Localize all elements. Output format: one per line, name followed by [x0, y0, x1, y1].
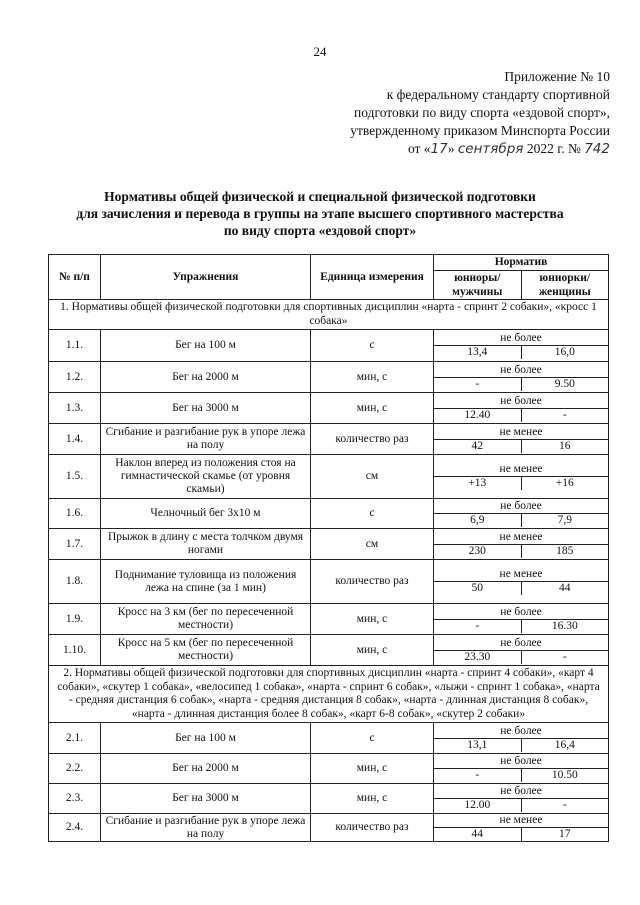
table-row [49, 393, 609, 424]
row-number: 2.1. [49, 723, 101, 754]
row-men-value: 42 [434, 440, 522, 453]
row-condition: не более [434, 395, 608, 409]
row-men-value: - [434, 769, 522, 782]
row-women-value: 16 [559, 439, 571, 452]
row-norm [434, 362, 609, 393]
handwritten-day: 17 [430, 141, 448, 157]
row-unit: количество раз [311, 814, 434, 842]
row-women-value: +16 [555, 477, 574, 489]
row-norm [434, 560, 609, 604]
row-exercise: Челночный бег 3х10 м [101, 499, 311, 529]
row-number: 1.3. [49, 393, 101, 424]
row-exercise: Наклон вперед из положения стоя на гимнастической скамье (от уровня скамьи) [101, 455, 311, 499]
row-condition: не более [434, 755, 608, 769]
row-values [434, 346, 608, 359]
row-unit: мин, с [311, 604, 434, 635]
row-exercise: Бег на 3000 м [101, 393, 311, 424]
table-row [49, 723, 609, 754]
row-women-value: 16.30 [551, 619, 578, 632]
row-norm [434, 635, 609, 666]
row-norm [434, 529, 609, 560]
row-values [434, 651, 608, 664]
row-condition: не более [434, 364, 608, 378]
row-men-value: - [434, 378, 522, 391]
header-norm [434, 255, 609, 300]
table-row [49, 330, 609, 362]
year-text: 2022 г. № [526, 141, 581, 156]
row-exercise: Кросс на 5 км (бег по пересеченной местности) [101, 635, 311, 666]
row-norm [434, 814, 609, 842]
row-norm [434, 754, 609, 784]
row-men-value: 12.40 [434, 409, 522, 422]
row-exercise: Прыжок в длину с места толчком двумя ногами [101, 529, 311, 560]
row-exercise: Бег на 2000 м [101, 362, 311, 393]
row-number: 1.6. [49, 499, 101, 529]
row-women-value: 17 [559, 828, 571, 840]
row-values [434, 409, 608, 422]
row-unit: количество раз [311, 424, 434, 455]
row-condition: не менее [434, 531, 608, 545]
appendix-block [310, 68, 610, 158]
row-number: 2.4. [49, 814, 101, 842]
row-exercise: Сгибание и разгибание рук в упоре лежа на полу [101, 814, 311, 842]
row-norm [434, 604, 609, 635]
row-values [434, 378, 608, 391]
row-unit: см [311, 529, 434, 560]
row-norm [434, 723, 609, 754]
header-men: юниоры/ мужчины [434, 271, 522, 299]
table-row [49, 604, 609, 635]
appendix-line: подготовки по виду спорта «ездовой спорт», [354, 105, 610, 120]
row-exercise: Бег на 2000 м [101, 754, 311, 784]
row-norm [434, 784, 609, 814]
table-row [49, 784, 609, 814]
row-unit: мин, с [311, 635, 434, 666]
row-condition: не менее [434, 463, 608, 477]
norms-table [48, 254, 609, 842]
row-unit: мин, с [311, 393, 434, 424]
row-number: 1.5. [49, 455, 101, 499]
appendix-line: к федеральному стандарту спортивной [386, 87, 610, 102]
row-condition: не более [434, 785, 608, 799]
table-row [49, 529, 609, 560]
row-women-value: 185 [556, 544, 574, 557]
row-norm [434, 499, 609, 529]
row-norm [434, 393, 609, 424]
table-row [49, 455, 609, 499]
row-exercise: Бег на 100 м [101, 330, 311, 362]
row-unit: мин, с [311, 362, 434, 393]
row-men-value: 50 [434, 582, 522, 595]
section-row [49, 300, 609, 330]
row-unit: количество раз [311, 560, 434, 604]
row-norm [434, 455, 609, 499]
row-number: 1.7. [49, 529, 101, 560]
row-men-value: +13 [434, 477, 522, 490]
row-unit: мин, с [311, 784, 434, 814]
row-exercise: Поднимание туловища из положения лежа на спине (за 1 мин) [101, 560, 311, 604]
appendix-title: Приложение № 10 [504, 69, 610, 84]
row-women-value: - [562, 408, 567, 421]
row-condition: не менее [434, 426, 608, 440]
row-women-value: 44 [559, 582, 571, 594]
row-condition: не более [434, 606, 608, 620]
table-row [49, 362, 609, 393]
title-line: для зачисления и перевода в группы на этапе высшего спортивного мастерства [76, 206, 564, 221]
row-men-value: 13,4 [434, 346, 522, 359]
row-number: 2.3. [49, 784, 101, 814]
row-number: 1.9. [49, 604, 101, 635]
table-row [49, 814, 609, 842]
row-values [434, 739, 608, 752]
row-exercise: Кросс на 3 км (бег по пересеченной местности) [101, 604, 311, 635]
section-row [49, 666, 609, 723]
row-values [434, 545, 608, 558]
row-number: 2.2. [49, 754, 101, 784]
row-unit: см [311, 455, 434, 499]
row-men-value: 23.30 [434, 651, 522, 664]
document-title [40, 188, 600, 239]
row-exercise: Бег на 100 м [101, 723, 311, 754]
row-values [434, 440, 608, 453]
row-unit: с [311, 499, 434, 529]
handwritten-number: 742 [584, 141, 610, 157]
row-condition: не менее [434, 814, 608, 828]
header-women: юниорки/ женщины [538, 272, 591, 298]
row-men-value: 13,1 [434, 739, 522, 752]
table-row [49, 560, 609, 604]
row-values [434, 769, 608, 782]
row-women-value: - [562, 650, 567, 663]
header-num: № п/п [49, 255, 101, 300]
row-norm [434, 424, 609, 455]
row-women-value: 16,0 [554, 346, 575, 358]
row-values [434, 799, 608, 812]
table-row [49, 635, 609, 666]
row-women-value: 16,4 [554, 738, 575, 751]
appendix-line: утвержденному приказом Минспорта России [350, 123, 610, 138]
row-condition: не более [434, 637, 608, 651]
row-men-value: 44 [434, 828, 522, 841]
row-men-value: - [434, 620, 522, 633]
date-prefix: от « [407, 141, 431, 156]
row-number: 1.10. [49, 635, 101, 666]
table-row [49, 754, 609, 784]
row-condition: не более [434, 725, 608, 739]
row-number: 1.2. [49, 362, 101, 393]
row-values [434, 582, 608, 595]
row-women-value: 7,9 [557, 514, 572, 526]
row-number: 1.1. [49, 330, 101, 362]
row-values [434, 477, 608, 490]
row-exercise: Бег на 3000 м [101, 784, 311, 814]
row-unit: с [311, 723, 434, 754]
row-number: 1.4. [49, 424, 101, 455]
header-unit: Единица измерения [311, 255, 434, 300]
row-exercise: Сгибание и разгибание рук в упоре лежа на полу [101, 424, 311, 455]
row-unit: с [311, 330, 434, 362]
title-line: Нормативы общей физической и специальной физической подготовки [104, 189, 536, 204]
row-number: 1.8. [49, 560, 101, 604]
section-title: 2. Нормативы общей физической подготовки для спортивных дисциплин «нарта - спринт 4 собаки», «карт 4 собаки», «скутер 1 собака», «велосипед 1 собака», «нарта - спринт 6 собак», «лыжи - спринт 1 собака», «нарта - средняя дистанция 6 собак», «нарта - средняя дистанция 8 собак», «нарта - длинная дистанция 8 собак», «нарта - длинная дистанция более 8 собак», «карт 6-8 собак», «скутер 2 собаки» [49, 666, 609, 723]
row-women-value: - [562, 799, 567, 811]
section-title: 1. Нормативы общей физической подготовки для спортивных дисциплин «нарта - спринт 2 собаки», «кросс 1 собака» [49, 300, 609, 330]
title-line: по виду спорта «ездовой спорт» [223, 223, 417, 238]
handwritten-month: сентября [457, 141, 524, 157]
row-norm [434, 330, 609, 362]
row-condition: не более [434, 332, 608, 346]
page-number: 24 [313, 44, 327, 59]
header-exercise: Упражнения [101, 255, 311, 300]
row-values [434, 514, 608, 527]
row-unit: мин, с [311, 754, 434, 784]
row-values [434, 828, 608, 841]
table-row [49, 424, 609, 455]
row-men-value: 6,9 [434, 514, 522, 527]
appendix-date-line [310, 140, 610, 158]
table-row [49, 499, 609, 529]
row-women-value: 9.50 [554, 377, 575, 390]
header-norm-cols [434, 271, 608, 299]
row-condition: не менее [434, 568, 608, 582]
row-values [434, 620, 608, 633]
header-norm-label: Норматив [434, 255, 608, 271]
row-condition: не более [434, 500, 608, 514]
row-men-value: 12.00 [434, 799, 522, 812]
date-mid: » [447, 141, 455, 156]
row-men-value: 230 [434, 545, 522, 558]
row-women-value: 10.50 [551, 769, 578, 781]
